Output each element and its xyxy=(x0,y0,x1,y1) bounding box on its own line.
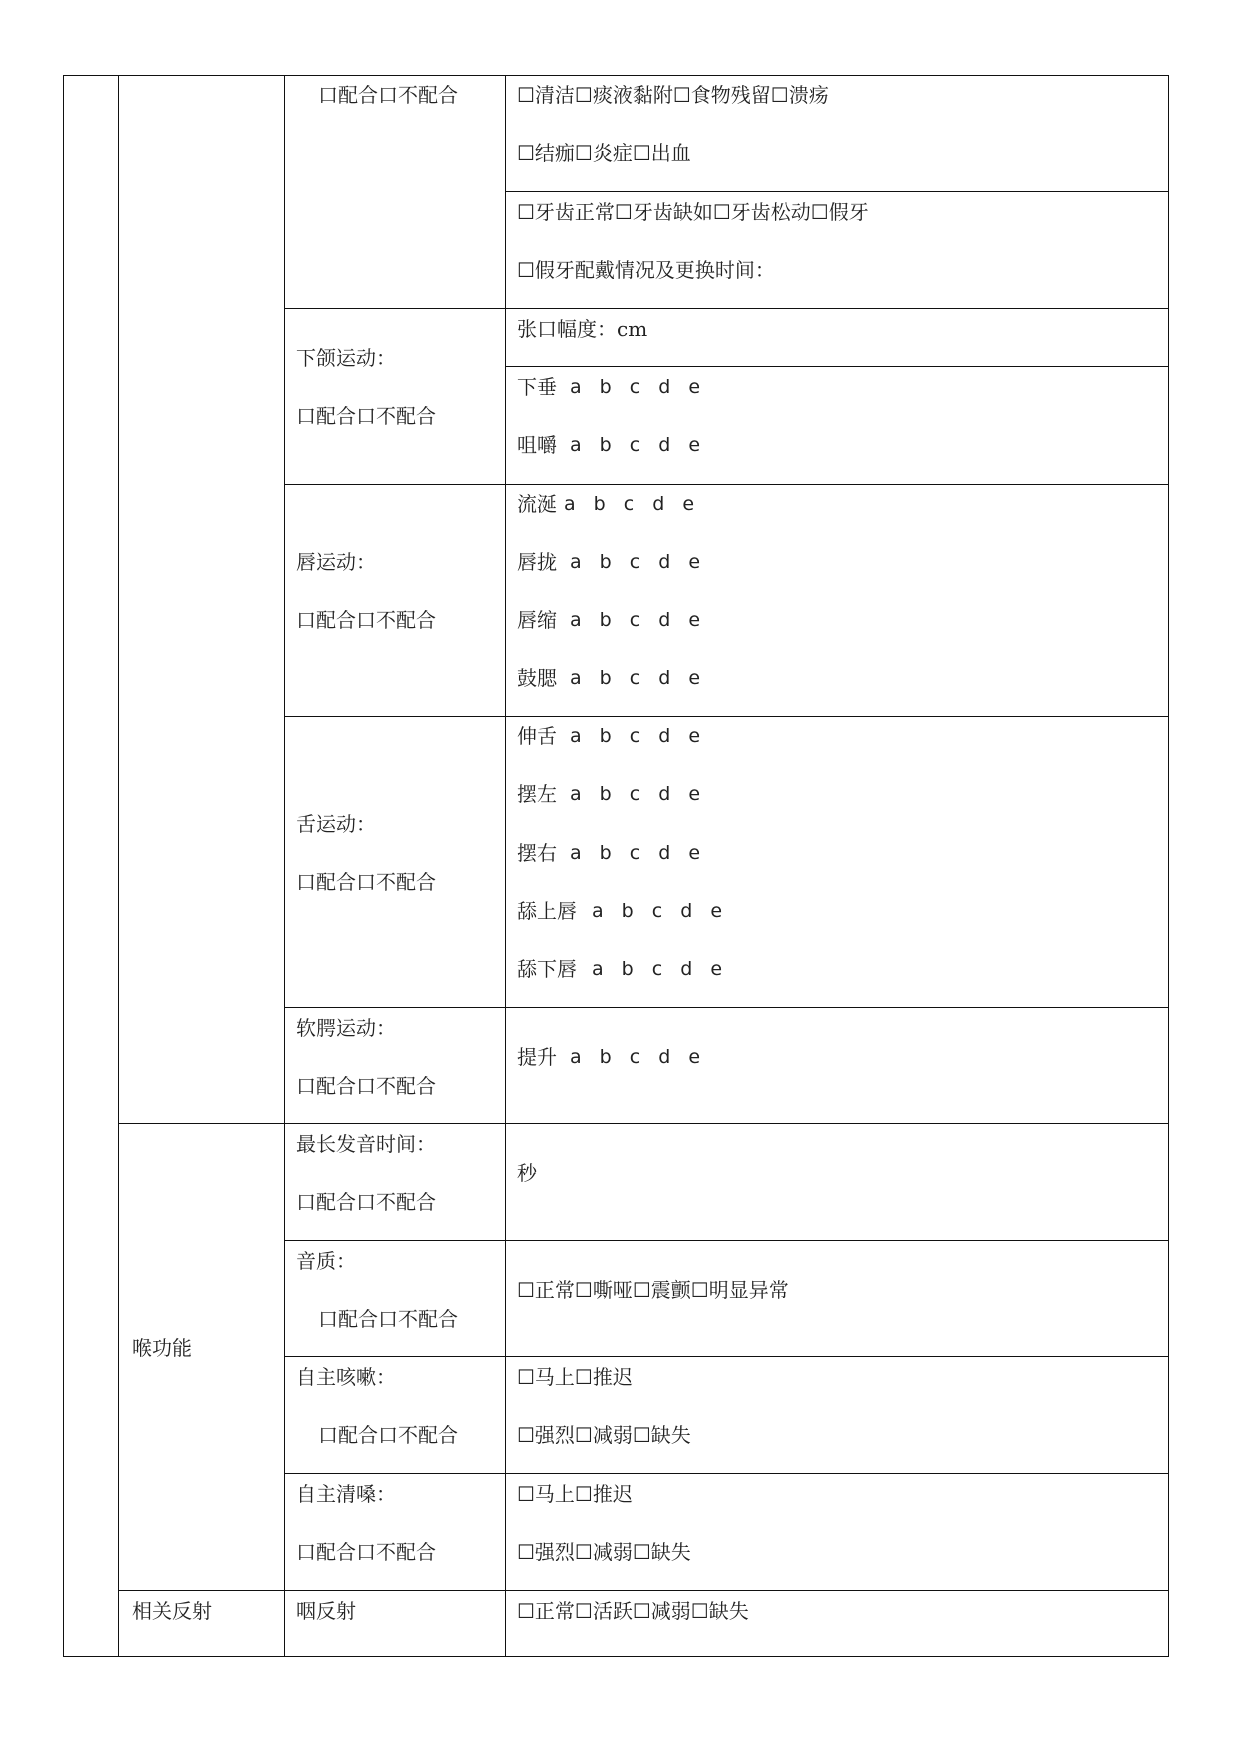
lip-item-scale: a b c d e xyxy=(570,667,707,689)
lip-item-scale: a b c d e xyxy=(570,609,707,631)
teeth-options-line2: ☐假牙配戴情况及更换时间： xyxy=(517,258,775,282)
table-border-right xyxy=(1168,75,1169,1656)
cough-timing-options: ☐马上☐推迟 xyxy=(517,1365,633,1389)
lip-movement-label: 唇运动： xyxy=(296,550,376,574)
voice-cooperation-options: 口配合口不配合 xyxy=(318,1307,458,1331)
mucosa-options-line1: ☐清洁☐痰液黏附☐食物残留☐溃疡 xyxy=(517,83,829,107)
pharyngeal-reflex-options: ☐正常☐活跃☐减弱☐缺失 xyxy=(517,1599,749,1623)
lip-item-name: 唇拢 xyxy=(517,550,557,574)
soft-palate-label: 软腭运动： xyxy=(296,1016,396,1040)
row-divider xyxy=(284,308,1168,309)
palate-item-scale: a b c d e xyxy=(570,1046,707,1068)
row-divider xyxy=(118,1123,1168,1124)
cooperation-options: 口配合口不配合 xyxy=(318,83,458,107)
lip-item-scale: a b c d e xyxy=(570,551,707,573)
jaw-item-name: 下垂 xyxy=(517,375,557,399)
cough-cooperation-options: 口配合口不配合 xyxy=(318,1423,458,1447)
palate-item-name: 提升 xyxy=(517,1045,557,1069)
column-divider-3 xyxy=(505,75,506,1656)
jaw-cooperation-options: 口配合口不配合 xyxy=(296,404,436,428)
column-divider-2 xyxy=(284,75,285,1656)
lip-item-scale: a b c d e xyxy=(564,493,701,515)
jaw-movement-label: 下颌运动： xyxy=(296,346,396,370)
phonation-cooperation-options: 口配合口不配合 xyxy=(296,1190,436,1214)
row-divider xyxy=(284,484,1168,485)
tongue-cooperation-options: 口配合口不配合 xyxy=(296,870,436,894)
column-divider-1 xyxy=(118,75,119,1656)
tongue-item-scale: a b c d e xyxy=(570,842,707,864)
reflex-section-label: 相关反射 xyxy=(132,1599,212,1623)
lip-cooperation-options: 口配合口不配合 xyxy=(296,608,436,632)
voice-quality-label: 音质： xyxy=(296,1249,356,1273)
throat-clearing-cooperation-options: 口配合口不配合 xyxy=(296,1540,436,1564)
lip-item-name: 唇缩 xyxy=(517,608,557,632)
tongue-item-scale: a b c d e xyxy=(592,958,729,980)
pharyngeal-reflex-label: 咽反射 xyxy=(296,1599,356,1623)
table-border-left xyxy=(63,75,64,1656)
soft-palate-cooperation-options: 口配合口不配合 xyxy=(296,1074,436,1098)
row-divider xyxy=(284,1356,1168,1357)
mouth-opening-field: 张口幅度：cm xyxy=(517,317,648,341)
phonation-time-label: 最长发音时间： xyxy=(296,1132,436,1156)
voice-quality-options: ☐正常☐嘶哑☐震颤☐明显异常 xyxy=(517,1278,789,1302)
tongue-item-name: 摆左 xyxy=(517,782,557,806)
tongue-item-name: 舔上唇 xyxy=(517,899,577,923)
throat-clearing-strength-options: ☐强烈☐减弱☐缺失 xyxy=(517,1540,691,1564)
row-divider xyxy=(284,716,1168,717)
tongue-item-scale: a b c d e xyxy=(570,725,707,747)
row-divider xyxy=(505,366,1168,367)
jaw-item-name: 咀嚼 xyxy=(517,433,557,457)
tongue-item-name: 伸舌 xyxy=(517,724,557,748)
tongue-item-scale: a b c d e xyxy=(570,783,707,805)
larynx-section-label: 喉功能 xyxy=(132,1336,192,1360)
phonation-time-unit: 秒 xyxy=(517,1161,537,1185)
lip-item-name: 流涎 xyxy=(517,492,557,516)
cough-strength-options: ☐强烈☐减弱☐缺失 xyxy=(517,1423,691,1447)
tongue-item-name: 摆右 xyxy=(517,841,557,865)
lip-item-name: 鼓腮 xyxy=(517,666,557,690)
mucosa-options-line2: ☐结痂☐炎症☐出血 xyxy=(517,141,691,165)
throat-clearing-timing-options: ☐马上☐推迟 xyxy=(517,1482,633,1506)
teeth-options-line1: ☐牙齿正常☐牙齿缺如☐牙齿松动☐假牙 xyxy=(517,200,869,224)
jaw-item-scale: a b c d e xyxy=(570,434,707,456)
table-border-bottom xyxy=(63,1656,1169,1657)
tongue-item-name: 舔下唇 xyxy=(517,957,577,981)
tongue-movement-label: 舌运动： xyxy=(296,812,376,836)
row-divider xyxy=(118,1590,1168,1591)
row-divider xyxy=(284,1473,1168,1474)
table-border-top xyxy=(63,75,1169,76)
tongue-item-scale: a b c d e xyxy=(592,900,729,922)
row-divider xyxy=(284,1007,1168,1008)
jaw-item-scale: a b c d e xyxy=(570,376,707,398)
row-divider xyxy=(505,191,1168,192)
voluntary-cough-label: 自主咳嗽： xyxy=(296,1365,396,1389)
throat-clearing-label: 自主清嗓： xyxy=(296,1482,396,1506)
row-divider xyxy=(284,1240,1168,1241)
